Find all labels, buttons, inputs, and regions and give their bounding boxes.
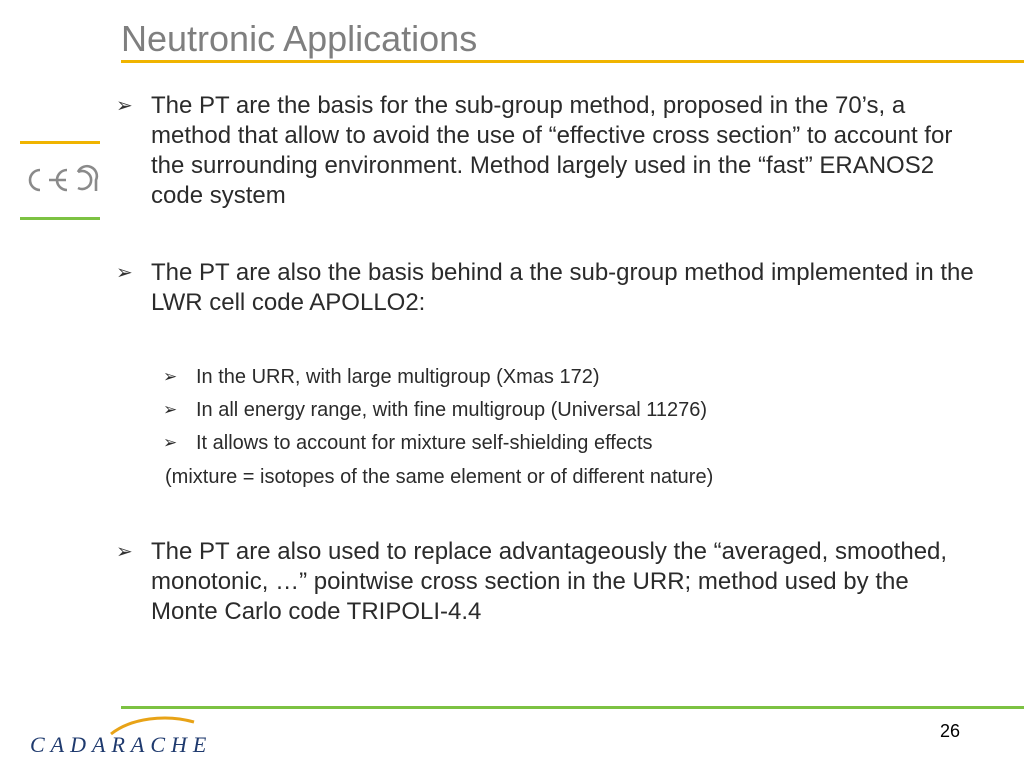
sub-bullet-text: In all energy range, with fine multigroup (Universal 11276) <box>196 399 708 421</box>
slide-title: Neutronic Applications <box>121 18 478 59</box>
arrow-bullet-icon: ➢ <box>116 95 133 117</box>
cadarache-logo-mark <box>16 710 230 768</box>
sub-bullet-item <box>163 430 963 456</box>
cadarache-logo <box>16 710 230 768</box>
sub-bullet-item <box>163 397 963 423</box>
page-number: 26 <box>940 721 961 741</box>
footer-divider <box>121 706 1024 709</box>
bullet-item <box>116 91 976 211</box>
bullet-text: The PT are the basis for the sub-group method, proposed in the 70’s, a method that allow to avoid the use of “effective cross section” to account for the surrounding environment. Method largely used in the “fast” ERANOS2 code system <box>151 92 953 209</box>
sub-bullet-text: It allows to account for mixture self-shielding effects <box>196 432 653 454</box>
sub-bullet-item <box>163 364 963 390</box>
arrow-bullet-icon: ➢ <box>116 262 133 284</box>
arrow-bullet-icon: ➢ <box>116 541 133 563</box>
arrow-bullet-icon: ➢ <box>163 400 178 419</box>
bullet-text: The PT are also the basis behind a the sub-group method implemented in the LWR cell code APOLLO2: <box>151 259 974 316</box>
sub-bullet-text: In the URR, with large multigroup (Xmas 172) <box>196 366 600 388</box>
svg-text:CADARACHE: CADARACHE <box>30 732 213 757</box>
bullet-text: The PT are also used to replace advantageously the “averaged, smoothed, monotonic, …” pointwise cross section in the URR; method used by the Monte Carlo code TRIPOLI-4.4 <box>151 538 948 625</box>
bullet-item <box>116 537 976 627</box>
arrow-bullet-icon: ➢ <box>163 433 178 452</box>
arrow-bullet-icon: ➢ <box>163 367 178 386</box>
mixture-note: (mixture = isotopes of the same element or of different nature) <box>165 466 714 488</box>
bullet-item <box>116 258 976 318</box>
